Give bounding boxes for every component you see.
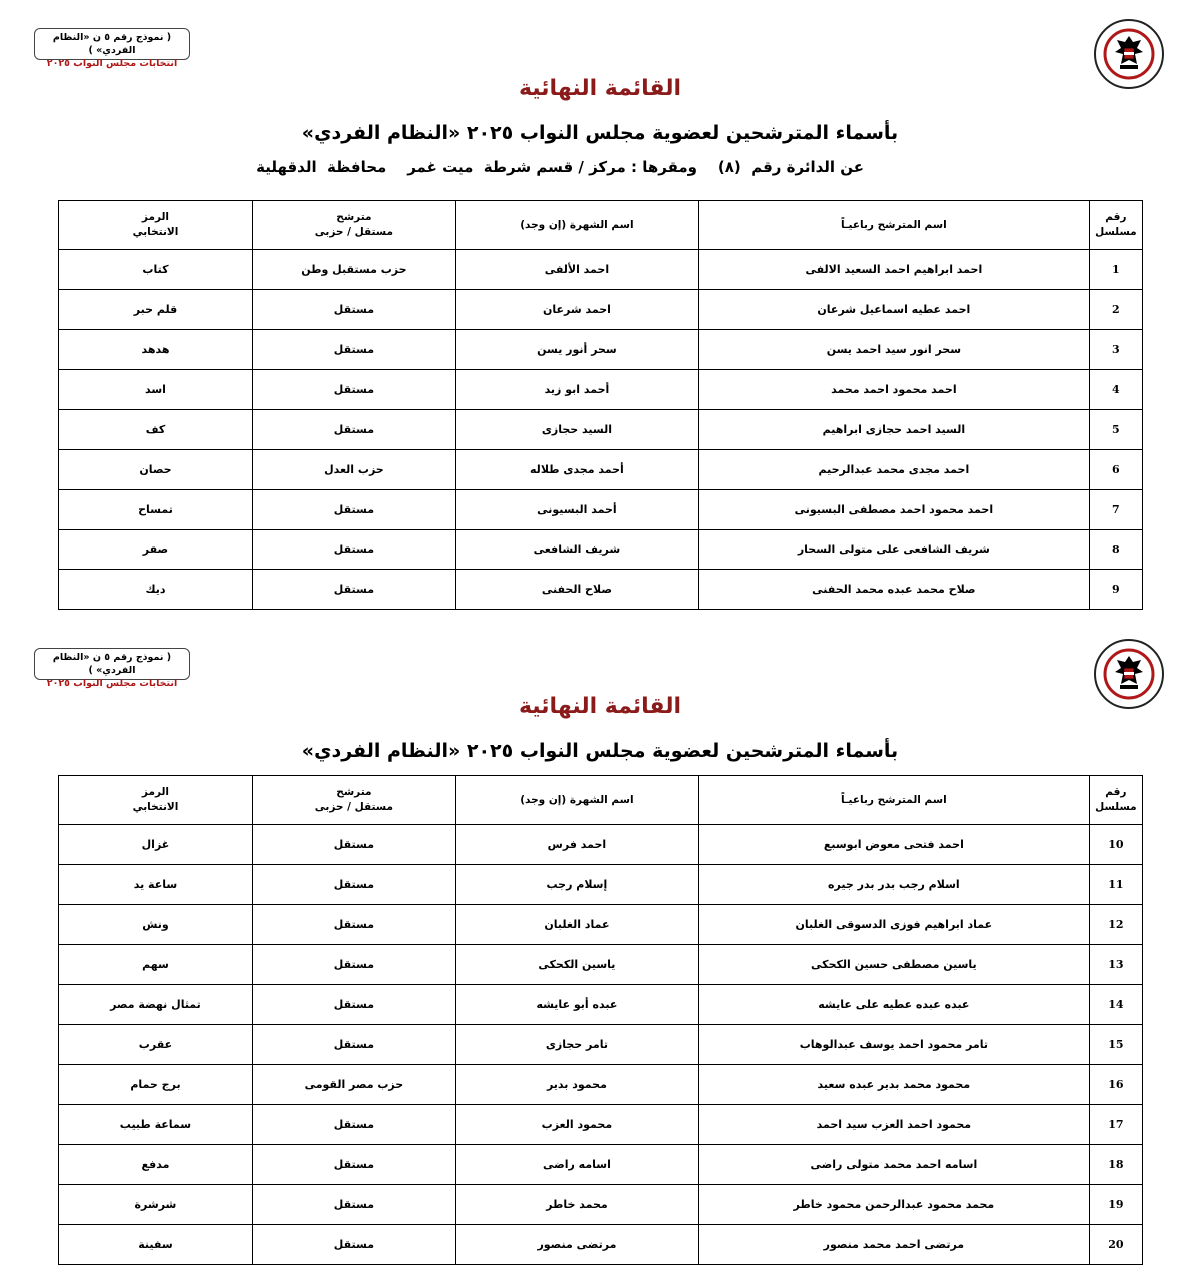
cell-type: مستقل — [252, 1145, 455, 1185]
cell-serial: 1 — [1089, 250, 1142, 290]
cell-serial: 4 — [1089, 370, 1142, 410]
table-row — [59, 1225, 1143, 1265]
cell-serial: 16 — [1089, 1065, 1142, 1105]
cell-serial: 20 — [1089, 1225, 1142, 1265]
header-serial — [1089, 776, 1142, 825]
cell-name: عبده عبده عطيه على عايشه — [698, 985, 1089, 1025]
cell-name: ياسين مصطفى حسين الكحكى — [698, 945, 1089, 985]
cell-serial: 13 — [1089, 945, 1142, 985]
header-nickname-label: اسم الشهرة (إن وجد) — [520, 218, 634, 231]
header-serial — [1089, 201, 1142, 250]
header-serial-label: رقم مسلسل — [1095, 211, 1137, 238]
cell-serial: 17 — [1089, 1105, 1142, 1145]
form-number-label: ( نموذج رقم ٥ ن «النظام الفردي» ) — [52, 652, 172, 676]
document-page-2 — [0, 628, 1200, 1274]
header-nickname — [455, 776, 698, 825]
header-nickname — [455, 201, 698, 250]
table-header-row — [59, 776, 1143, 825]
cell-nickname: محمد خاطر — [455, 1185, 698, 1225]
cell-symbol: سفينة — [59, 1225, 253, 1265]
cell-type: مستقل — [252, 570, 455, 610]
cell-name: احمد محمود احمد محمد — [698, 370, 1089, 410]
cell-symbol: مدفع — [59, 1145, 253, 1185]
table-row — [59, 250, 1143, 290]
page-subtitle: بأسماء المترشحين لعضوية مجلس النواب ٢٠٢٥ «النظام الفردي» — [301, 122, 899, 144]
cell-nickname: اسامه راضى — [455, 1145, 698, 1185]
table-row — [59, 530, 1143, 570]
cell-nickname: محمود بدير — [455, 1065, 698, 1105]
cell-serial: 19 — [1089, 1185, 1142, 1225]
cell-nickname: أحمد البسيونى — [455, 490, 698, 530]
cell-type: حزب مستقبل وطن — [252, 250, 455, 290]
table-row — [59, 905, 1143, 945]
cell-symbol: تمساح — [59, 490, 253, 530]
cell-type: مستقل — [252, 330, 455, 370]
cell-symbol: سهم — [59, 945, 253, 985]
header-type-label: مترشح مستقل / حزبى — [314, 211, 393, 238]
candidates-table — [58, 200, 1143, 610]
cell-type: مستقل — [252, 1225, 455, 1265]
header-name-label: اسم المترشح رباعيـاً — [841, 218, 947, 231]
table-header-row — [59, 201, 1143, 250]
cell-name: صلاح محمد عبده محمد الحفنى — [698, 570, 1089, 610]
form-number-box — [34, 28, 190, 69]
table-row — [59, 290, 1143, 330]
cell-name: محمود احمد العزب سيد احمد — [698, 1105, 1089, 1145]
cell-nickname: تامر حجازى — [455, 1025, 698, 1065]
page-title: القائمة النهائية — [518, 694, 682, 719]
table-row — [59, 490, 1143, 530]
form-number-box — [34, 648, 190, 689]
cell-name: تامر محمود احمد يوسف عبدالوهاب — [698, 1025, 1089, 1065]
header-name-label: اسم المترشح رباعيـاً — [841, 793, 947, 806]
table-row — [59, 1065, 1143, 1105]
cell-name: السيد احمد حجازى ابراهيم — [698, 410, 1089, 450]
cell-name: احمد ابراهيم احمد السعيد الالفى — [698, 250, 1089, 290]
cell-type: مستقل — [252, 905, 455, 945]
cell-symbol: حصان — [59, 450, 253, 490]
header-symbol-label: الرمز الانتخابي — [132, 211, 179, 238]
cell-name: شريف الشافعى على متولى السحار — [698, 530, 1089, 570]
cell-symbol: تمثال نهضة مصر — [59, 985, 253, 1025]
cell-nickname: أحمد مجدى طلاله — [455, 450, 698, 490]
header-name — [698, 776, 1089, 825]
page-title: القائمة النهائية — [518, 76, 682, 101]
table-row — [59, 1025, 1143, 1065]
cell-nickname: عبده أبو عايشه — [455, 985, 698, 1025]
form-number-label: ( نموذج رقم ٥ ن «النظام الفردي» ) — [52, 32, 172, 56]
header-name — [698, 201, 1089, 250]
cell-symbol: شرشرة — [59, 1185, 253, 1225]
table-row — [59, 570, 1143, 610]
header-type — [252, 201, 455, 250]
cell-symbol: صقر — [59, 530, 253, 570]
cell-nickname: احمد الألفى — [455, 250, 698, 290]
cell-name: اسلام رجب بدر بدر جيره — [698, 865, 1089, 905]
cell-symbol: كف — [59, 410, 253, 450]
cell-type: مستقل — [252, 825, 455, 865]
cell-type: مستقل — [252, 945, 455, 985]
cell-type: مستقل — [252, 530, 455, 570]
cell-nickname: صلاح الحفنى — [455, 570, 698, 610]
cell-serial: 14 — [1089, 985, 1142, 1025]
cell-serial: 3 — [1089, 330, 1142, 370]
cell-serial: 18 — [1089, 1145, 1142, 1185]
cell-nickname: عماد الغلبان — [455, 905, 698, 945]
cell-nickname: سحر أنور يسن — [455, 330, 698, 370]
header-type — [252, 776, 455, 825]
cell-type: مستقل — [252, 370, 455, 410]
cell-type: مستقل — [252, 865, 455, 905]
cell-serial: 10 — [1089, 825, 1142, 865]
table-row — [59, 370, 1143, 410]
cell-symbol: سماعة طبيب — [59, 1105, 253, 1145]
table-row — [59, 1185, 1143, 1225]
cell-type: مستقل — [252, 1025, 455, 1065]
header-symbol-label: الرمز الانتخابي — [132, 786, 179, 813]
header-serial-label: رقم مسلسل — [1095, 786, 1137, 813]
cell-name: مرتضى احمد محمد منصور — [698, 1225, 1089, 1265]
page-subtitle: بأسماء المترشحين لعضوية مجلس النواب ٢٠٢٥ «النظام الفردي» — [301, 740, 899, 762]
cell-type: مستقل — [252, 410, 455, 450]
cell-name: احمد فتحى معوض ابوسبع — [698, 825, 1089, 865]
cell-name: اسامه احمد محمد متولى راضى — [698, 1145, 1089, 1185]
table-row — [59, 865, 1143, 905]
cell-symbol: قلم حبر — [59, 290, 253, 330]
header-symbol — [59, 776, 253, 825]
table-row — [59, 985, 1143, 1025]
table-row — [59, 1105, 1143, 1145]
header-symbol — [59, 201, 253, 250]
cell-name: محمد محمود عبدالرحمن محمود خاطر — [698, 1185, 1089, 1225]
table-row — [59, 825, 1143, 865]
candidates-table — [58, 775, 1143, 1265]
table-row — [59, 330, 1143, 370]
cell-serial: 7 — [1089, 490, 1142, 530]
table-row — [59, 450, 1143, 490]
document-page-1 — [0, 0, 1200, 620]
cell-type: حزب مصر القومى — [252, 1065, 455, 1105]
cell-nickname: السيد حجازى — [455, 410, 698, 450]
header-type-label: مترشح مستقل / حزبى — [314, 786, 393, 813]
cell-symbol: برج حمام — [59, 1065, 253, 1105]
cell-name: احمد عطيه اسماعيل شرعان — [698, 290, 1089, 330]
cell-name: سحر انور سيد احمد يسن — [698, 330, 1089, 370]
cell-nickname: شريف الشافعى — [455, 530, 698, 570]
cell-serial: 8 — [1089, 530, 1142, 570]
cell-serial: 11 — [1089, 865, 1142, 905]
cell-symbol: هدهد — [59, 330, 253, 370]
cell-name: احمد مجدى محمد عبدالرحيم — [698, 450, 1089, 490]
cell-type: مستقل — [252, 490, 455, 530]
cell-symbol: ونش — [59, 905, 253, 945]
cell-type: مستقل — [252, 1105, 455, 1145]
cell-symbol: كتاب — [59, 250, 253, 290]
cell-type: مستقل — [252, 1185, 455, 1225]
table-row — [59, 1145, 1143, 1185]
cell-name: محمود محمد بدير عبده سعيد — [698, 1065, 1089, 1105]
cell-name: عماد ابراهيم فوزى الدسوقى الغلبان — [698, 905, 1089, 945]
table-row — [59, 945, 1143, 985]
cell-serial: 6 — [1089, 450, 1142, 490]
cell-symbol: ساعة يد — [59, 865, 253, 905]
cell-type: مستقل — [252, 985, 455, 1025]
cell-serial: 15 — [1089, 1025, 1142, 1065]
election-label: انتخابات مجلس النواب ٢٠٢٥ — [46, 678, 178, 689]
cell-serial: 9 — [1089, 570, 1142, 610]
cell-symbol: عقرب — [59, 1025, 253, 1065]
election-label: انتخابات مجلس النواب ٢٠٢٥ — [46, 58, 178, 69]
cell-nickname: أحمد ابو زيد — [455, 370, 698, 410]
cell-symbol: ديك — [59, 570, 253, 610]
cell-nickname: مرتضى منصور — [455, 1225, 698, 1265]
cell-nickname: محمود العزب — [455, 1105, 698, 1145]
cell-serial: 2 — [1089, 290, 1142, 330]
cell-symbol: غزال — [59, 825, 253, 865]
cell-symbol: اسد — [59, 370, 253, 410]
cell-type: حزب العدل — [252, 450, 455, 490]
header-nickname-label: اسم الشهرة (إن وجد) — [520, 793, 634, 806]
cell-nickname: احمد فرس — [455, 825, 698, 865]
cell-nickname: إسلام رجب — [455, 865, 698, 905]
cell-name: احمد محمود احمد مصطفى البسيونى — [698, 490, 1089, 530]
cell-nickname: ياسين الكحكى — [455, 945, 698, 985]
table-row — [59, 410, 1143, 450]
cell-type: مستقل — [252, 290, 455, 330]
cell-serial: 12 — [1089, 905, 1142, 945]
district-line: عن الدائرة رقم (٨) ومقرها : مركز / قسم شرطة ميت غمر محافظة الدقهلية — [256, 158, 864, 176]
cell-serial: 5 — [1089, 410, 1142, 450]
cell-nickname: احمد شرعان — [455, 290, 698, 330]
